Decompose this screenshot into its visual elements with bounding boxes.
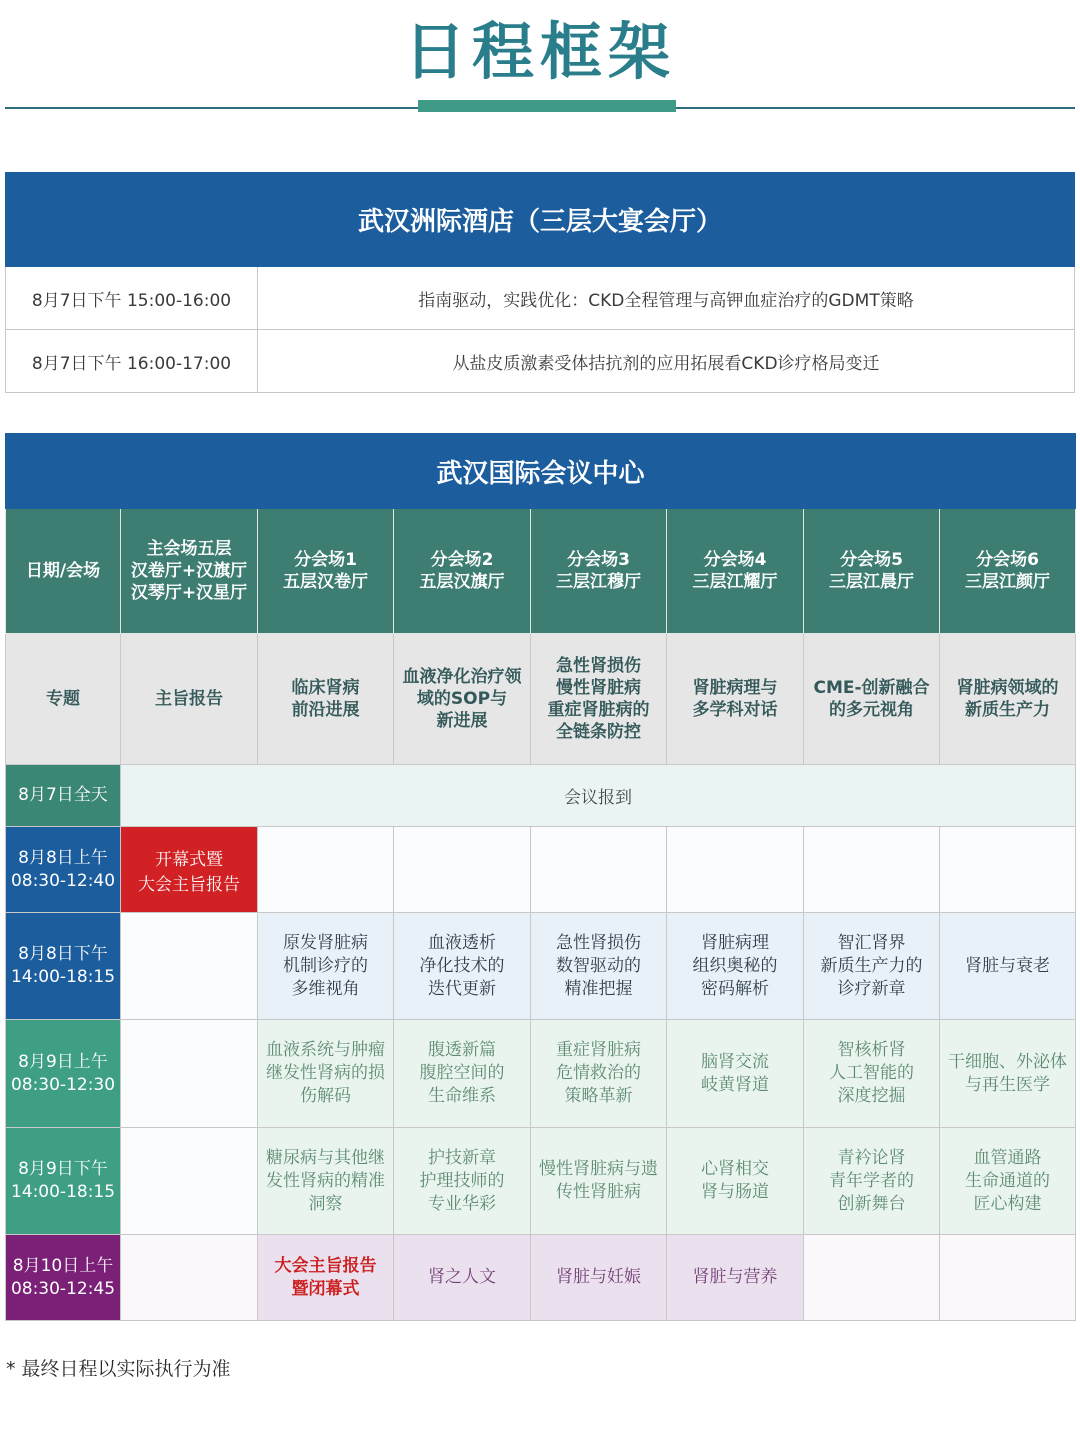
date-cell: 8月9日下午 14:00-18:15 bbox=[6, 1128, 121, 1235]
session-cell: 肾之人文 bbox=[394, 1235, 531, 1321]
session-cell: 心肾相交 肾与肠道 bbox=[667, 1128, 804, 1235]
empty-cell bbox=[667, 827, 804, 913]
date-cell: 8月9日上午 08:30-12:30 bbox=[6, 1020, 121, 1128]
registration-row bbox=[6, 765, 1076, 827]
empty-cell bbox=[940, 827, 1076, 913]
hotel-topic: 指南驱动，实践优化：CKD全程管理与高钾血症治疗的GDMT策略 bbox=[258, 267, 1075, 330]
session-cell: 肾脏病理 组织奥秘的 密码解析 bbox=[667, 913, 804, 1020]
session-cell: 急性肾损伤 数智驱动的 精准把握 bbox=[531, 913, 667, 1020]
session-cell: 慢性肾脏病与遗 传性肾脏病 bbox=[531, 1128, 667, 1235]
topic-sub4: 肾脏病理与 多学科对话 bbox=[667, 634, 804, 765]
table-row bbox=[6, 330, 1075, 393]
session-cell: 血液透析 净化技术的 迭代更新 bbox=[394, 913, 531, 1020]
venue-header-sub1: 分会场1 五层汉卷厅 bbox=[258, 509, 394, 634]
empty-cell bbox=[258, 827, 394, 913]
session-cell: 护技新章 护理技师的 专业华彩 bbox=[394, 1128, 531, 1235]
table-row bbox=[6, 267, 1075, 330]
opening-ceremony-cell: 开幕式暨 大会主旨报告 bbox=[121, 827, 258, 913]
schedule-row bbox=[6, 827, 1076, 913]
session-cell bbox=[121, 913, 258, 1020]
center-header-row bbox=[6, 434, 1076, 509]
empty-cell bbox=[531, 827, 667, 913]
session-cell bbox=[804, 1235, 940, 1321]
closing-ceremony-cell: 大会主旨报告 暨闭幕式 bbox=[258, 1235, 394, 1321]
date-cell: 8月8日上午 08:30-12:40 bbox=[6, 827, 121, 913]
page-title: 日程框架 bbox=[403, 15, 676, 88]
session-cell bbox=[121, 1235, 258, 1321]
venue-header-main: 主会场五层 汉卷厅+汉旗厅 汉琴厅+汉星厅 bbox=[121, 509, 258, 634]
topic-sub6: 肾脏病领域的 新质生产力 bbox=[940, 634, 1076, 765]
schedule-row bbox=[6, 1020, 1076, 1128]
topic-sub5: CME-创新融合 的多元视角 bbox=[804, 634, 940, 765]
topic-sub2: 血液净化治疗领 域的SOP与 新进展 bbox=[394, 634, 531, 765]
session-cell: 青衿论肾 青年学者的 创新舞台 bbox=[804, 1128, 940, 1235]
date-cell: 8月10日上午 08:30-12:45 bbox=[6, 1235, 121, 1321]
schedule-row bbox=[6, 913, 1076, 1020]
date-cell: 8月7日全天 bbox=[6, 765, 121, 827]
session-cell: 智核析肾 人工智能的 深度挖掘 bbox=[804, 1020, 940, 1128]
session-cell: 肾脏与衰老 bbox=[940, 913, 1076, 1020]
venue-header-row bbox=[6, 509, 1076, 634]
empty-cell bbox=[804, 827, 940, 913]
hotel-topic: 从盐皮质激素受体拮抗剂的应用拓展看CKD诊疗格局变迁 bbox=[258, 330, 1075, 393]
footnote: * 最终日程以实际执行为准 bbox=[6, 1358, 231, 1380]
session-cell: 血液系统与肿瘤 继发性肾病的损 伤解码 bbox=[258, 1020, 394, 1128]
schedule-row bbox=[6, 1235, 1076, 1321]
hotel-schedule-table bbox=[5, 172, 1075, 393]
session-cell bbox=[121, 1128, 258, 1235]
topic-label: 专题 bbox=[6, 634, 121, 765]
session-cell bbox=[940, 1235, 1076, 1321]
session-cell: 腹透新篇 腹腔空间的 生命维系 bbox=[394, 1020, 531, 1128]
topic-main: 主旨报告 bbox=[121, 634, 258, 765]
session-cell: 智汇肾界 新质生产力的 诊疗新章 bbox=[804, 913, 940, 1020]
empty-cell bbox=[394, 827, 531, 913]
session-cell: 干细胞、外泌体 与再生医学 bbox=[940, 1020, 1076, 1128]
session-cell bbox=[121, 1020, 258, 1128]
venue-header-sub5: 分会场5 三层江晨厅 bbox=[804, 509, 940, 634]
venue-header-date: 日期/会场 bbox=[6, 509, 121, 634]
venue-header-sub2: 分会场2 五层汉旗厅 bbox=[394, 509, 531, 634]
hotel-time: 8月7日下午 15:00-16:00 bbox=[6, 267, 258, 330]
center-schedule-table bbox=[5, 433, 1076, 1321]
topic-sub1: 临床肾病 前沿进展 bbox=[258, 634, 394, 765]
title-accent-bar bbox=[418, 100, 676, 112]
session-cell: 原发肾脏病 机制诊疗的 多维视角 bbox=[258, 913, 394, 1020]
date-cell: 8月8日下午 14:00-18:15 bbox=[6, 913, 121, 1020]
session-cell: 肾脏与妊娠 bbox=[531, 1235, 667, 1321]
session-cell: 重症肾脏病 危情救治的 策略革新 bbox=[531, 1020, 667, 1128]
hotel-header-row bbox=[6, 173, 1075, 267]
venue-header-sub3: 分会场3 三层江穆厅 bbox=[531, 509, 667, 634]
topic-row bbox=[6, 634, 1076, 765]
hotel-header: 武汉洲际酒店（三层大宴会厅） bbox=[6, 173, 1075, 267]
registration-cell: 会议报到 bbox=[121, 765, 1076, 827]
hotel-time: 8月7日下午 16:00-17:00 bbox=[6, 330, 258, 393]
session-cell: 肾脏与营养 bbox=[667, 1235, 804, 1321]
venue-header-sub4: 分会场4 三层江耀厅 bbox=[667, 509, 804, 634]
topic-sub3: 急性肾损伤 慢性肾脏病 重症肾脏病的 全链条防控 bbox=[531, 634, 667, 765]
session-cell: 血管通路 生命通道的 匠心构建 bbox=[940, 1128, 1076, 1235]
venue-header-sub6: 分会场6 三层江颜厅 bbox=[940, 509, 1076, 634]
session-cell: 脑肾交流 岐黄肾道 bbox=[667, 1020, 804, 1128]
center-header: 武汉国际会议中心 bbox=[6, 434, 1076, 509]
schedule-row bbox=[6, 1128, 1076, 1235]
session-cell: 糖尿病与其他继 发性肾病的精准 洞察 bbox=[258, 1128, 394, 1235]
